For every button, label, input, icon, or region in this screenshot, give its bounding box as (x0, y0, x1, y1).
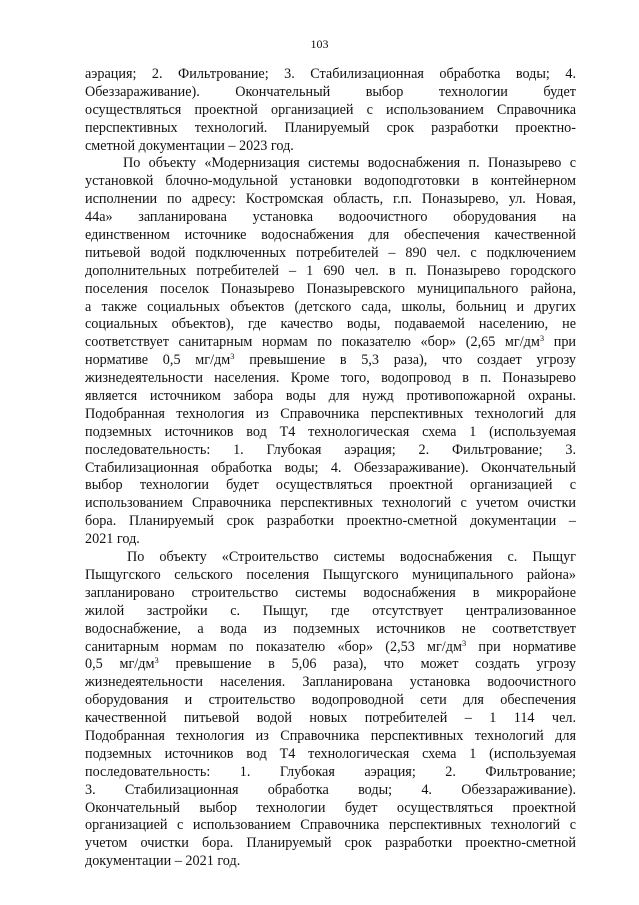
text-line: подземных источников вод Т4 технологическая схема 1 (используемая (85, 745, 576, 762)
text-line: последовательность: 1. Глубокая аэрация; 2. Фильтрование; 3. (85, 441, 576, 458)
text-line: социальных объектов), где качество воды, подаваемой населению, не (85, 316, 576, 333)
text-line: жизнедеятельности населения. Кроме того, водопровод в п. Поназырево (85, 370, 576, 387)
text-line: является источником забора воды для нужд противопожарной охраны. (85, 388, 576, 405)
text-line: единственном источнике водоснабжения для обеспечения качественной (85, 227, 576, 244)
text-line: сметной документации – 2023 год. (85, 137, 294, 154)
text-line: а также социальных объектов (детского сада, школы, больниц и других (85, 298, 576, 315)
text-line: По объекту «Строительство системы водоснабжения с. Пыщуг (127, 549, 576, 566)
superscript: 3 (461, 637, 467, 648)
text-line (85, 334, 576, 352)
superscript: 3 (154, 655, 159, 666)
text-line: Окончательный выбор технологии будет осуществляться проектной (85, 799, 576, 816)
text-line: документации – 2021 год. (85, 853, 241, 870)
text-line: жизнедеятельности населения. Запланирована установка водоочистного (85, 674, 576, 691)
body-text (85, 66, 576, 871)
text-line: запланировано строительство системы водоснабжения в микрорайоне (85, 584, 576, 601)
text-fragment: соответствует санитарным нормам по показателю «бор» (2,65 мг/дм (85, 334, 540, 351)
text-line: бора. Планируемый срок разработки проектно-сметной документации – (85, 513, 576, 530)
text-line: 2021 год. (85, 531, 140, 548)
text-line: Подобранная технология из Справочника перспективных технологий для (85, 405, 576, 422)
text-line: аэрация; 2. Фильтрование; 3. Стабилизационная обработка воды; 4. (85, 66, 576, 82)
text-line: подземных источников вод Т4 технологическая схема 1 (используемая (85, 423, 576, 440)
text-line: перспективных технологий. Планируемый срок разработки проектно- (85, 119, 576, 136)
text-line: питьевой водой подключенных потребителей – 890 чел. с подключением (85, 244, 576, 261)
text-line: оборудования и строительство водопроводной сети для обеспечения (85, 692, 576, 709)
text-line: выбор технологии будет осуществляться проектной организацией с (85, 477, 576, 494)
text-line: качественной питьевой водой новых потребителей – 1 114 чел. (85, 710, 576, 727)
text-line: По объекту «Модернизация системы водоснабжения п. Поназырево с (123, 155, 576, 172)
text-line: Стабилизационная обработка воды; 4. Обеззараживание). Окончательный (85, 459, 576, 476)
text-line: поселения поселок Поназырево Поназыревского муниципального района, (85, 280, 576, 297)
text-line: установкой блочно-модульной установки водоподготовки в контейнерном (85, 173, 576, 190)
text-line: 44а» запланирована установка водоочистного оборудования на (85, 209, 576, 226)
text-line: дополнительных потребителей – 1 690 чел. в п. Поназырево городского (85, 262, 576, 279)
text-line: осуществляться проектной организацией с использованием Справочника (85, 101, 576, 118)
text-line (85, 352, 576, 370)
text-fragment: при нормативе (466, 638, 576, 655)
text-line: учетом очистки бора. Планируемый срок разработки проектно-сметной (85, 835, 576, 852)
text-fragment: превышение в 5,06 раза), что может создать угрозу (158, 656, 577, 673)
text-fragment: 0,5 мг/дм (85, 656, 155, 673)
text-line (85, 639, 576, 657)
text-fragment: санитарным нормам по показателю «бор» (2,53 мг/дм (85, 638, 462, 655)
text-line: 3. Стабилизационная обработка воды; 4. Обеззараживание). (85, 781, 576, 798)
text-fragment: превышение в 5,3 раза), что создает угрозу (234, 352, 576, 369)
text-fragment: нормативе 0,5 мг/дм (85, 352, 231, 369)
text-line: Подобранная технология из Справочника перспективных технологий для (85, 727, 576, 744)
text-line (85, 656, 576, 674)
text-line: водоснабжение, а вода из подземных источников не соответствует (85, 620, 576, 637)
text-line: организацией с использованием Справочника перспективных технологий с (85, 817, 576, 834)
text-line: Пыщугского сельского поселения Пыщугского муниципального района» (85, 566, 576, 583)
text-line: Обеззараживание). Окончательный выбор технологии будет (85, 83, 576, 100)
page-number: 103 (310, 37, 329, 51)
text-line: использованием Справочника перспективных технологий с учетом очистки (85, 495, 576, 512)
text-line: исполнении по адресу: Костромская область, г.п. Поназырево, ул. Новая, (85, 191, 576, 208)
text-line: жилой застройки с. Пыщуг, где отсутствует централизованное (85, 602, 576, 619)
text-line: последовательность: 1. Глубокая аэрация; 2. Фильтрование; (85, 763, 576, 780)
superscript: 3 (230, 351, 235, 362)
superscript: 3 (539, 333, 545, 344)
text-fragment: при (544, 334, 576, 351)
